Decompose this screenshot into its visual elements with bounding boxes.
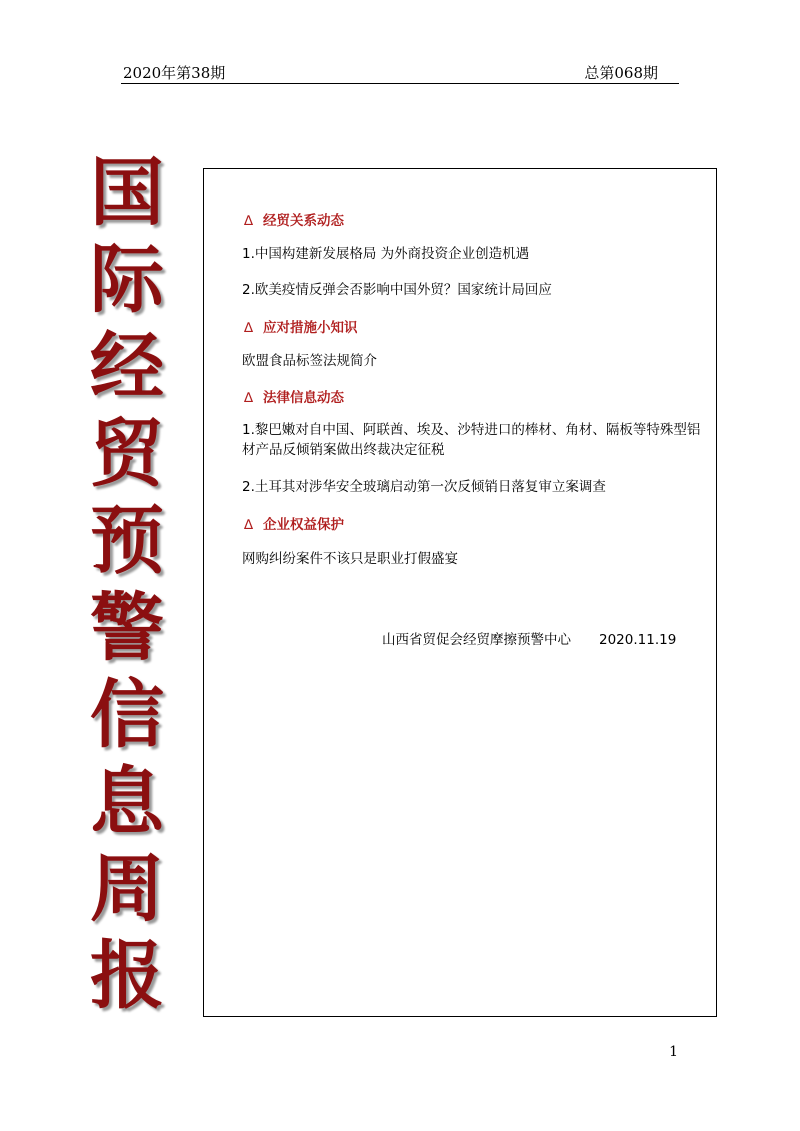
- triangle-icon: ∆: [244, 320, 254, 336]
- triangle-icon: ∆: [244, 390, 254, 406]
- masthead-char: 经: [90, 324, 164, 410]
- header-rule: [121, 83, 679, 84]
- header-issue: 2020年第38期: [123, 64, 226, 82]
- page-number: 1: [669, 1044, 678, 1060]
- section-heading-enterprise-rights: [244, 513, 344, 533]
- masthead-char: 信: [90, 672, 164, 758]
- triangle-icon: ∆: [244, 213, 254, 229]
- masthead-char: 报: [90, 933, 164, 1019]
- section-heading-legal-info: [244, 386, 344, 406]
- masthead-char: 警: [90, 585, 164, 671]
- masthead-char: 贸: [90, 411, 164, 497]
- section-heading-trade-relations: [244, 209, 344, 229]
- contents-item-text: 1.黎巴嫩对自中国、阿联酋、埃及、沙特进口的棒材、角材、隔板等特殊型铝材产品反倾销案做出终裁决定征税: [242, 422, 701, 458]
- signature-organization: 山西省贸促会经贸摩擦预警中心: [382, 632, 571, 648]
- contents-item-text: 网购纠纷案件不该只是职业打假盛宴: [242, 551, 458, 567]
- contents-item-text: 2.欧美疫情反弹会否影响中国外贸？国家统计局回应: [242, 282, 552, 298]
- signature: [382, 628, 676, 648]
- section-heading-text: 经贸关系动态: [263, 213, 345, 229]
- section-heading-text: 应对措施小知识: [263, 320, 358, 336]
- contents-item[interactable]: [242, 420, 712, 460]
- contents-item[interactable]: [242, 244, 712, 264]
- triangle-icon: ∆: [244, 517, 254, 533]
- contents-item-text: 2.土耳其对涉华安全玻璃启动第一次反倾销日落复审立案调查: [242, 479, 606, 495]
- contents-item[interactable]: [242, 280, 712, 300]
- section-heading-text: 法律信息动态: [263, 390, 345, 406]
- contents-item-text: 欧盟食品标签法规简介: [242, 353, 377, 369]
- masthead-title: [72, 150, 182, 1020]
- masthead-char: 国: [90, 150, 164, 236]
- header-total-issue: 总第068期: [584, 64, 658, 82]
- signature-date: 2020.11.19: [599, 632, 677, 648]
- contents-item[interactable]: [242, 549, 712, 569]
- masthead-char: 际: [90, 237, 164, 323]
- contents-item-text: 1.中国构建新发展格局 为外商投资企业创造机遇: [242, 246, 530, 262]
- section-heading-countermeasures: [244, 316, 358, 336]
- contents-box: [203, 168, 717, 1017]
- masthead-char: 周: [90, 846, 164, 932]
- section-heading-text: 企业权益保护: [263, 517, 345, 533]
- contents-item[interactable]: [242, 477, 712, 497]
- contents-item[interactable]: [242, 351, 712, 371]
- masthead-char: 预: [90, 498, 164, 584]
- masthead-char: 息: [90, 759, 164, 845]
